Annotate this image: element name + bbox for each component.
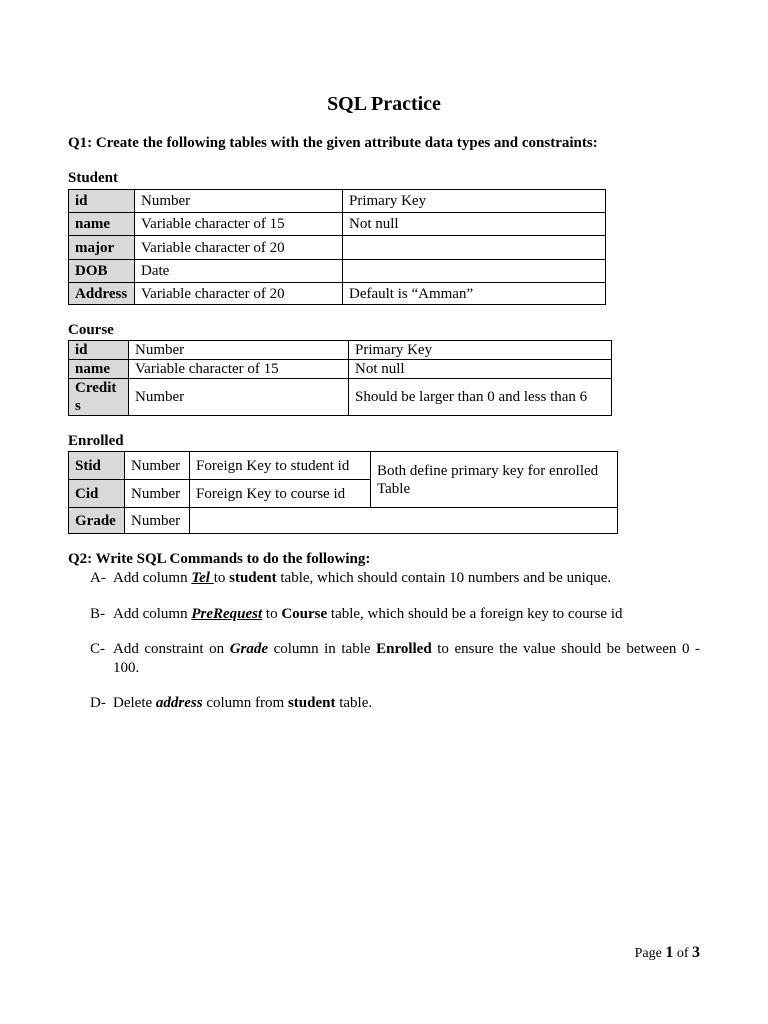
attribute-constraint: Default is “Amman” — [343, 283, 606, 305]
attribute-type: Number — [129, 341, 349, 360]
attribute-type: Number — [135, 190, 343, 213]
attribute-type: Number — [125, 508, 190, 534]
attribute-constraint: Foreign Key to course id — [190, 480, 371, 508]
attribute-name: name — [69, 360, 129, 379]
primary-key-note: Both define primary key for enrolled Table — [371, 452, 618, 508]
attribute-type: Variable character of 15 — [129, 360, 349, 379]
attribute-constraint — [190, 508, 618, 534]
task-text: Delete — [113, 695, 156, 711]
task-text: to — [213, 570, 230, 586]
task-label: D- — [90, 695, 106, 711]
task-text: column in table — [268, 641, 377, 657]
attribute-constraint: Primary Key — [343, 190, 606, 213]
table-row — [69, 341, 612, 360]
attribute-constraint: Not null — [343, 213, 606, 236]
column-ref: address — [155, 695, 203, 711]
table-row — [69, 379, 612, 416]
task-item-c — [90, 640, 700, 680]
attribute-name: name — [69, 213, 135, 236]
table-row — [69, 213, 606, 236]
attribute-constraint: Not null — [349, 360, 612, 379]
attribute-type: Variable character of 20 — [135, 236, 343, 260]
task-text: to — [262, 606, 282, 622]
table-ref: Course — [281, 606, 328, 622]
current-page: 1 — [665, 944, 674, 961]
task-item-a — [90, 569, 700, 589]
total-pages: 3 — [692, 944, 700, 961]
attribute-type: Number — [129, 379, 349, 416]
enrolled-caption: Enrolled — [68, 433, 124, 449]
task-text: table, which should contain 10 numbers and be unique. — [276, 570, 612, 586]
column-ref: Tel — [191, 570, 214, 586]
task-text: table. — [335, 695, 373, 711]
attribute-name: Address — [69, 283, 135, 305]
attribute-constraint: Primary Key — [349, 341, 612, 360]
attribute-constraint: Should be larger than 0 and less than 6 — [349, 379, 612, 416]
attribute-type: Date — [135, 260, 343, 283]
page-number — [635, 944, 700, 962]
task-label: B- — [90, 606, 105, 622]
table-row — [69, 236, 606, 260]
table-ref: student — [287, 695, 336, 711]
attribute-name: id — [69, 190, 135, 213]
attribute-name: major — [69, 236, 135, 260]
table-row — [69, 452, 618, 480]
task-text: table, which should be a foreign key to course id — [327, 606, 623, 622]
table-ref: Enrolled — [376, 641, 432, 657]
attribute-type: Number — [125, 452, 190, 480]
page-word: Page — [634, 946, 666, 961]
table-row — [69, 508, 618, 534]
attribute-name: id — [69, 341, 129, 360]
attribute-name: Credit s — [69, 379, 129, 416]
attribute-constraint — [343, 236, 606, 260]
task-text: Add column — [113, 606, 192, 622]
task-label: C- — [90, 641, 105, 657]
task-item-b — [90, 605, 700, 625]
table-row — [69, 260, 606, 283]
task-item-d — [90, 694, 700, 714]
task-label: A- — [90, 570, 106, 586]
attribute-constraint: Foreign Key to student id — [190, 452, 371, 480]
course-table — [68, 340, 612, 416]
task-text: Add constraint on — [113, 641, 230, 657]
task-text: column from — [202, 695, 288, 711]
q1-heading: Q1: Create the following tables with the given attribute data types and constraints: — [68, 135, 598, 151]
table-row — [69, 360, 612, 379]
table-ref: student — [229, 570, 277, 586]
attribute-type: Variable character of 15 — [135, 213, 343, 236]
student-caption: Student — [68, 170, 119, 186]
table-row — [69, 190, 606, 213]
attribute-name: Grade — [69, 508, 125, 534]
attribute-name: Stid — [69, 452, 125, 480]
column-ref: Grade — [229, 641, 269, 657]
student-table — [68, 189, 606, 305]
column-ref: PreRequest — [191, 606, 263, 622]
q2-heading: Q2: Write SQL Commands to do the following: — [68, 551, 371, 567]
of-word: of — [673, 946, 692, 961]
attribute-type: Number — [125, 480, 190, 508]
task-text: Add column — [113, 570, 192, 586]
enrolled-table — [68, 451, 618, 534]
attribute-name: Cid — [69, 480, 125, 508]
attribute-type: Variable character of 20 — [135, 283, 343, 305]
page-title: SQL Practice — [327, 93, 441, 115]
attribute-name: DOB — [69, 260, 135, 283]
course-caption: Course — [68, 322, 114, 338]
attribute-constraint — [343, 260, 606, 283]
task-text: to ensure the value should be between 0 - 100. — [113, 641, 701, 676]
table-row — [69, 283, 606, 305]
